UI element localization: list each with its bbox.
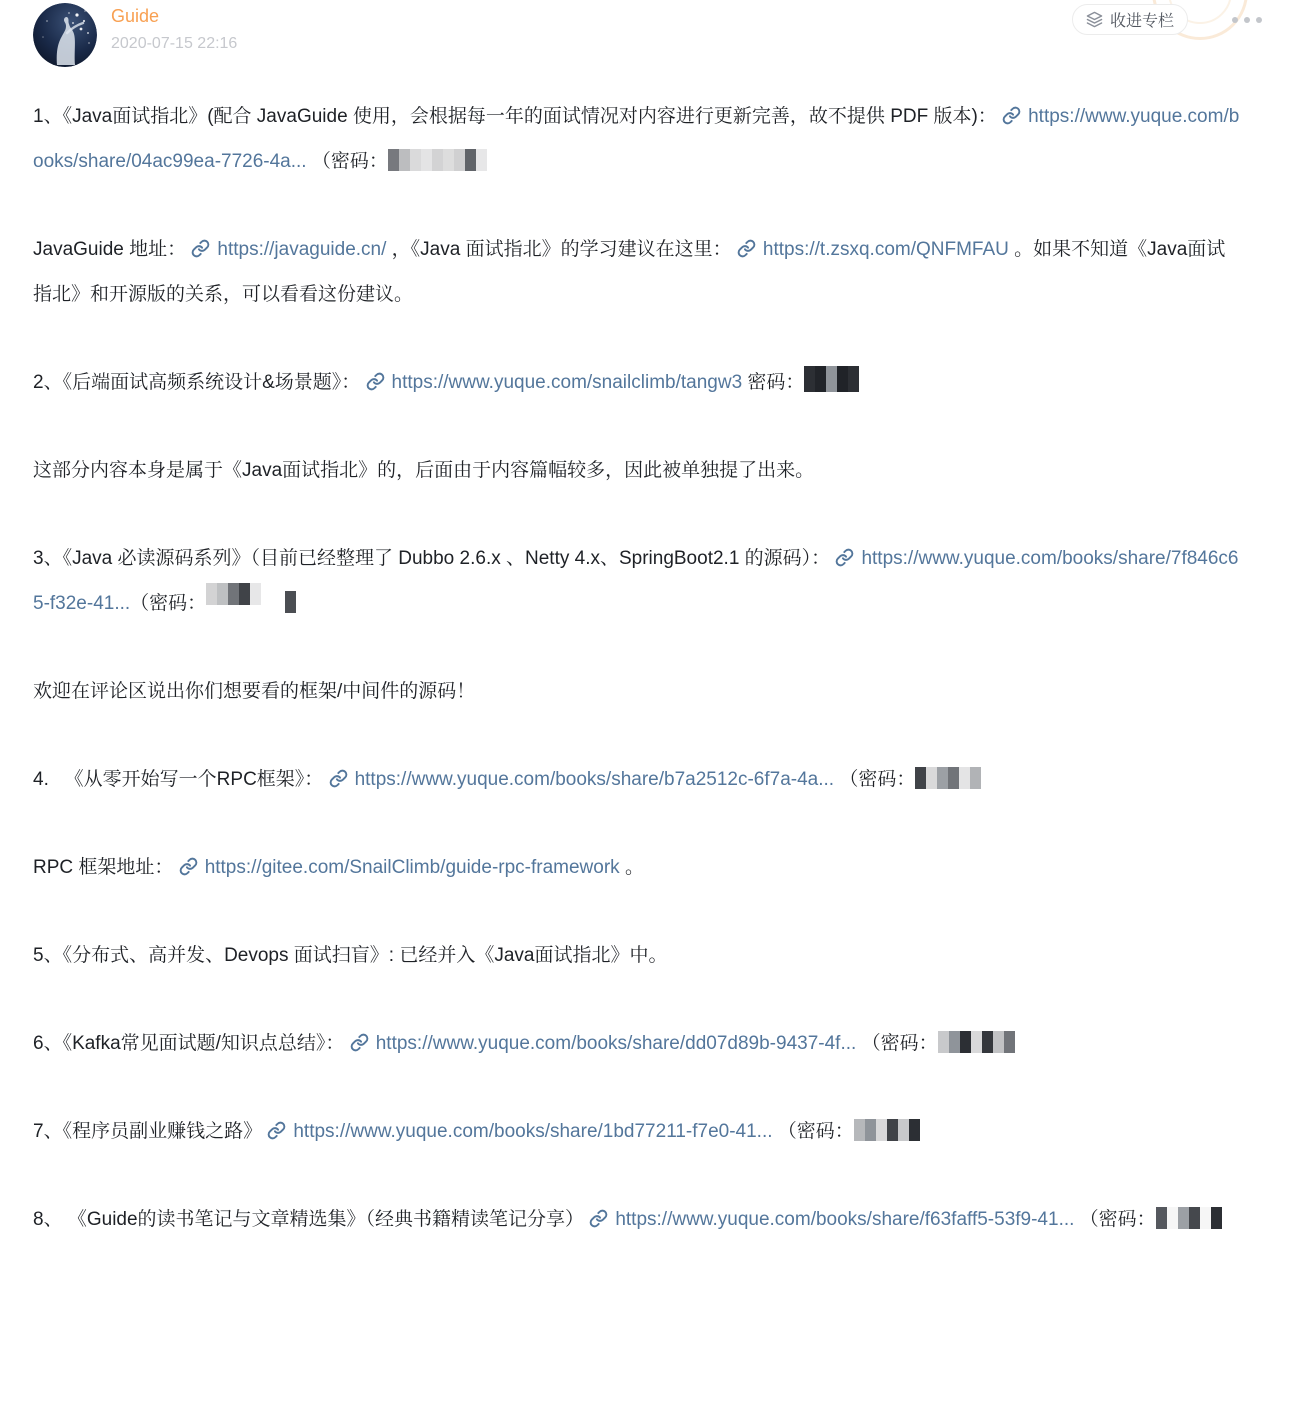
link-icon bbox=[179, 857, 198, 876]
paragraph bbox=[33, 845, 1242, 890]
paragraph bbox=[33, 1197, 1242, 1242]
link-text: https://www.yuque.com/books/share/f63faff5-53f9-41... bbox=[615, 1209, 1075, 1230]
text-run: （密码： bbox=[772, 1121, 854, 1142]
redacted-password-mosaic bbox=[206, 583, 261, 605]
text-run: 7、《程序员副业赚钱之路》 bbox=[33, 1121, 268, 1142]
text-run: 5、《分布式、高并发、Devops 面试扫盲》: 已经并入《Java面试指北》中。 bbox=[33, 945, 668, 966]
redacted-password-mosaic bbox=[1156, 1207, 1222, 1229]
redacted-password-mosaic bbox=[804, 366, 859, 392]
text-run: （密码： bbox=[834, 769, 916, 790]
header-actions bbox=[1072, 4, 1264, 35]
text-run: 这部分内容本身是属于《Java面试指北》的，后面由于内容篇幅较多，因此被单独提了出来。 bbox=[33, 460, 815, 481]
more-dots-icon bbox=[1256, 17, 1262, 23]
paragraph bbox=[33, 1109, 1242, 1154]
text-run: 4. 《从零开始写一个RPC框架》： bbox=[33, 769, 329, 790]
post-header bbox=[0, 0, 1302, 72]
redacted-password-mosaic bbox=[938, 1031, 1015, 1053]
link-icon bbox=[589, 1209, 608, 1228]
collect-to-column-button[interactable] bbox=[1072, 4, 1188, 35]
paragraph bbox=[33, 933, 1242, 978]
link-icon bbox=[191, 239, 210, 258]
paragraph bbox=[33, 669, 1242, 714]
text-run: RPC 框架地址： bbox=[33, 857, 179, 878]
text-run bbox=[261, 593, 285, 614]
content-link[interactable] bbox=[589, 1209, 1074, 1230]
redacted-password-mosaic bbox=[285, 591, 296, 613]
paragraph bbox=[33, 1021, 1242, 1066]
text-run: ，《Java 面试指北》的学习建议在这里： bbox=[386, 239, 737, 260]
text-run: 2、《后端面试高频系统设计&场景题》： bbox=[33, 372, 366, 393]
text-run: 。 bbox=[619, 857, 644, 878]
content-link[interactable] bbox=[329, 769, 835, 790]
paragraph bbox=[33, 757, 1242, 802]
content-link[interactable] bbox=[737, 239, 1009, 260]
text-run: （密码： bbox=[130, 593, 207, 614]
link-text: https://gitee.com/SnailClimb/guide-rpc-framework bbox=[204, 857, 620, 878]
link-text: https://www.yuque.com/books/share/04ac99ea-7726-4a... bbox=[33, 106, 1240, 172]
text-run: （密码： bbox=[856, 1033, 938, 1054]
link-icon bbox=[366, 372, 385, 391]
text-run: （密码： bbox=[1074, 1209, 1156, 1230]
link-text: https://javaguide.cn/ bbox=[217, 239, 387, 260]
text-run: JavaGuide 地址： bbox=[33, 239, 192, 260]
content-link[interactable] bbox=[267, 1121, 772, 1142]
redacted-password-mosaic bbox=[915, 767, 981, 789]
user-meta bbox=[111, 4, 237, 55]
link-icon bbox=[350, 1033, 369, 1052]
layers-icon bbox=[1086, 11, 1103, 28]
content-link[interactable] bbox=[179, 857, 620, 878]
link-icon bbox=[267, 1121, 286, 1140]
text-run: 3、《Java 必读源码系列》（目前已经整理了 Dubbo 2.6.x 、Netty 4.x、SpringBoot2.1 的源码）： bbox=[33, 548, 836, 569]
more-dots-icon bbox=[1244, 17, 1250, 23]
avatar[interactable] bbox=[33, 3, 97, 67]
link-text: https://www.yuque.com/books/share/7f846c65-f32e-41... bbox=[33, 548, 1239, 614]
content-link[interactable] bbox=[350, 1033, 857, 1054]
link-icon bbox=[329, 769, 348, 788]
paragraph bbox=[33, 448, 1242, 493]
text-run: 6、《Kafka常见面试题/知识点总结》： bbox=[33, 1033, 350, 1054]
text-run: 1、《Java面试指北》(配合 JavaGuide 使用，会根据每一年的面试情况对内容进行更新完善，故不提供 PDF 版本)： bbox=[33, 106, 1003, 127]
link-text: https://www.yuque.com/books/share/dd07d89b-9437-4f... bbox=[375, 1033, 857, 1054]
text-run: 8、 《Guide的读书笔记与文章精选集》（经典书籍精读笔记分享） bbox=[33, 1209, 590, 1230]
post-timestamp: 2020-07-15 22:16 bbox=[111, 35, 238, 52]
text-run: 欢迎在评论区说出你们想要看的框架/中间件的源码！ bbox=[33, 681, 476, 702]
more-options-button[interactable] bbox=[1230, 11, 1264, 29]
link-text: https://www.yuque.com/books/share/1bd77211-f7e0-41... bbox=[293, 1121, 773, 1142]
link-text: https://t.zsxq.com/QNFMFAU bbox=[762, 239, 1009, 260]
text-run: 。如果不知道《Java面试指北》和开源版的关系，可以看看这份建议。 bbox=[33, 239, 1226, 305]
link-text: https://www.yuque.com/snailclimb/tangw3 bbox=[391, 372, 743, 393]
collect-button-label: 收进专栏 bbox=[1110, 13, 1175, 30]
paragraph bbox=[33, 227, 1242, 317]
avatar-image bbox=[33, 3, 97, 67]
text-run: 密码： bbox=[742, 372, 805, 393]
more-dots-icon bbox=[1232, 17, 1238, 23]
link-icon bbox=[737, 239, 756, 258]
content-link[interactable] bbox=[366, 372, 743, 393]
redacted-password-mosaic bbox=[388, 149, 487, 171]
paragraph bbox=[33, 360, 1242, 405]
link-text: https://www.yuque.com/books/share/b7a2512c-6f7a-4a... bbox=[354, 769, 835, 790]
paragraph bbox=[33, 536, 1242, 626]
redacted-password-mosaic bbox=[854, 1119, 920, 1141]
link-icon bbox=[1002, 106, 1021, 125]
paragraph bbox=[33, 94, 1242, 184]
post-body bbox=[0, 72, 1302, 1242]
author-name[interactable]: Guide bbox=[111, 6, 160, 26]
link-icon bbox=[835, 548, 854, 567]
text-run: （密码： bbox=[306, 151, 388, 172]
content-link[interactable] bbox=[191, 239, 386, 260]
